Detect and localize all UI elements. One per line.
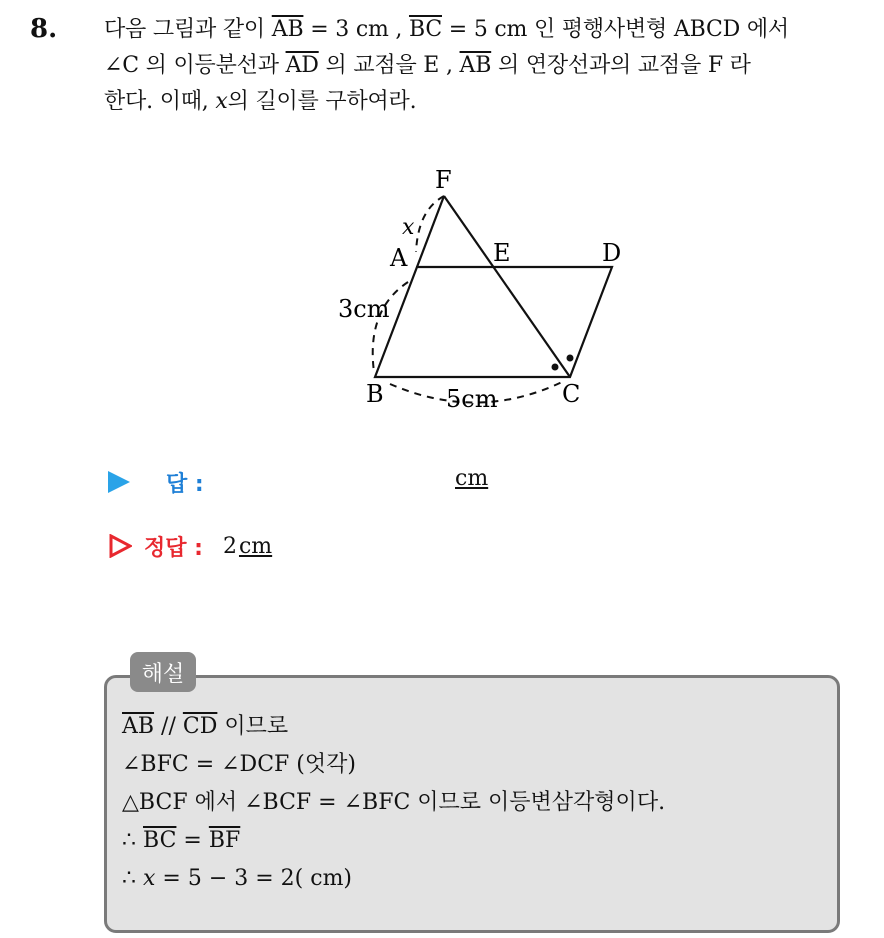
parallelogram-figure — [330, 160, 650, 420]
answer-label: 답 : — [166, 471, 204, 497]
outline-triangle-icon — [108, 534, 132, 558]
label-f: F — [435, 166, 452, 194]
label-b: B — [366, 380, 384, 408]
explanation-line-5: ∴ x = 5 − 3 = 2( cm) — [122, 866, 353, 891]
question-line-3: 한다. 이때, x의 길이를 구하여라. — [104, 89, 417, 114]
correct-answer-unit: cm — [238, 533, 273, 559]
angle-mark-dot-2 — [567, 355, 574, 362]
explanation-line-4: ∴ $\overline{BC} = \overline{BF}$ — [122, 828, 241, 853]
segment-ab: $\overline{AB}$ — [271, 17, 304, 42]
label-c: C — [562, 380, 581, 408]
label-x: x — [402, 215, 415, 240]
correct-answer-label: 정답 : — [144, 535, 203, 561]
segment-ab-2: $\overline{AB}$ — [459, 53, 492, 78]
explanation-line-1: $\overline{AB} // \overline{CD}$ 이므로 — [122, 714, 289, 739]
line-fc — [444, 196, 570, 377]
variable-x: x — [215, 89, 228, 114]
question-line-1: 다음 그림과 같이 $\overline{AB} = 3$ cm , $\overline{BC} = 5$ cm 인 평행사변형 ABCD 에서 — [104, 17, 789, 42]
explanation-tab: 해설 — [130, 652, 196, 692]
angle-mark-dot-1 — [552, 364, 559, 371]
segment-ad: $\overline{AD}$ — [285, 53, 319, 78]
play-triangle-icon — [108, 471, 130, 493]
explanation-lines — [122, 708, 665, 898]
explanation-line-2: ∠BFC = ∠DCF (엇각) — [122, 752, 356, 777]
label-bc-length: 5cm — [446, 385, 498, 413]
label-d: D — [602, 239, 622, 267]
question-number: 8. — [30, 14, 58, 44]
correct-answer-value: 2 — [222, 533, 237, 559]
explanation-line-3: △BCF 에서 ∠BCF = ∠BFC 이므로 이등변삼각형이다. — [122, 790, 666, 815]
label-e: E — [493, 239, 511, 267]
answer-row — [108, 464, 204, 500]
label-ab-length: 3cm — [338, 295, 390, 323]
parallelogram-abcd — [375, 267, 612, 377]
question-text — [104, 12, 864, 120]
segment-bc: $\overline{BC}$ — [408, 17, 442, 42]
answer-unit: cm — [455, 466, 489, 491]
question-line-2: ∠C 의 이등분선과 $\overline{AD}$ 의 교점을 E , $\overline{AB}$ 의 연장선과의 교점을 F 라 — [104, 53, 751, 78]
correct-answer-row — [108, 528, 272, 564]
label-a: A — [390, 244, 408, 272]
